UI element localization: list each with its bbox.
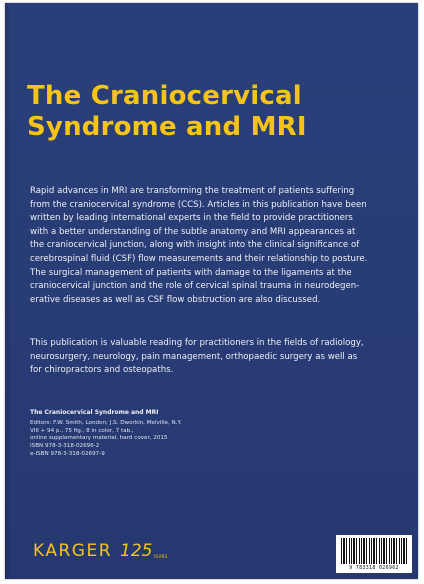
bibliographic-line: e-ISBN 978-3-318-02697-9 [30,450,105,457]
description-line: erative diseases as well as CSF flow obstruction are also discussed. [30,294,321,305]
readership-paragraph [30,337,398,378]
description-line: craniocervical junction and the role of cervical spinal trauma in neurodegen- [30,281,360,292]
bibliographic-line: VIII + 94 p., 75 fig., 8 in color, 7 tab., [30,427,134,434]
readership-line: for chiropractors and osteopaths. [30,365,174,376]
description-line: The surgical management of patients with damage to the ligaments at the [30,267,352,278]
book-title [27,81,407,143]
bibliographic-title: The Craniocervical Syndrome and MRI [30,409,159,416]
description-line: with a better understanding of the subtle anatomy and MRI appearances at [30,226,356,237]
title-line-2: Syndrome and MRI [27,112,307,142]
publisher-name: KARGER [33,541,113,561]
anniversary-number: 125 [120,541,153,561]
barcode-number: 9 783318 026962 [349,565,399,571]
publisher-logo [33,541,168,561]
description-line: Rapid advances in MRI are transforming the treatment of patients suffering [30,186,355,196]
description-line: written by leading international experts in the field to provide practitioners [30,213,353,224]
bibliographic-info [30,409,290,459]
spine-shadow [5,3,11,579]
title-line-1: The Craniocervical [27,81,302,111]
readership-line: This publication is valuable reading for practitioners in the fields of radiology, [30,338,364,348]
anniversary-years: YEARS [153,554,168,559]
readership-line: neurosurgery, neurology, pain management, orthopaedic surgery as well as [30,351,358,362]
bibliographic-line: ISBN 978-3-318-02696-2 [30,443,100,450]
barcode-bars [341,538,407,564]
description-line: from the craniocervical syndrome (CCS). Articles in this publication have been [30,199,367,210]
bibliographic-line: online supplementary material, hard cover, 2015 [30,435,168,442]
description-line: the craniocervical junction, along with insight into the clinical significance of [30,240,360,251]
book-back-cover [5,3,418,579]
description-paragraph [30,185,398,307]
bibliographic-line: Editors: F.W. Smith, London; J.S. Dworkin, Melville, N.Y. [30,419,182,426]
description-line: cerebrospinal fluid (CSF) flow measurements and their relationship to posture. [30,253,368,264]
isbn-barcode [336,535,412,573]
